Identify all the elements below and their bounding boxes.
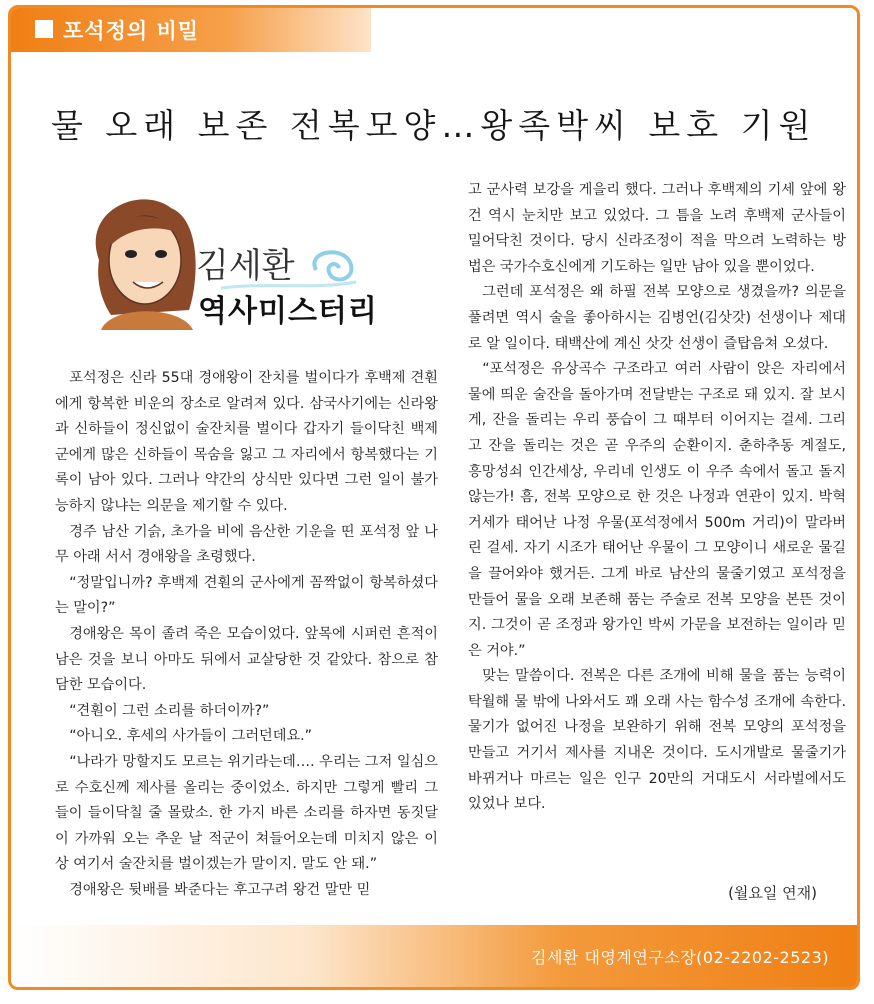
paragraph: 경주 남산 기슭, 초가을 비에 음산한 기운을 띤 포석정 앞 나무 아래 서서 경애왕을 초령했다. [55, 523, 438, 566]
right-eye-icon [155, 250, 167, 258]
footer-bar [11, 925, 857, 987]
article-column-right [468, 178, 846, 818]
series-name: 역사미스터리 [198, 294, 378, 329]
square-bullet-icon [35, 20, 53, 38]
section-title: 포석정의 비밀 [63, 19, 200, 43]
serial-note: (월요일 연재) [728, 884, 817, 902]
article-frame [8, 5, 860, 990]
paragraph: 고 군사력 보강을 게을리 했다. 그러나 후백제의 기세 앞에 왕건 역시 눈치만 보고 있었다. 그 틈을 노려 후백제 군사들이 밀어닥친 것이다. 당시 신라조정이 적을 막으려 노력하는 방법은 국가수호신에게 기도하는 일만 남아 있을 뿐이었다. [468, 182, 846, 275]
paragraph: 맞는 말씀이다. 전복은 다른 조개에 비해 물을 품는 능력이 탁월해 물 밖에 나와서도 꽤 오래 사는 함수성 조개에 속한다. 물기가 없어진 나정을 보완하기 위해 전복 모양의 포석정을 만들고 거기서 제사를 지내온 것이다. 도시개발로 물줄기가 바뀌거나 마르는 일은 인구 20만의 거대도시 서라벌에서도 있었나 보다. [468, 668, 846, 813]
paragraph: 경애왕은 목이 졸려 죽은 모습이었다. 앞목에 시퍼런 흔적이 남은 것을 보니 아마도 뒤에서 교살당한 것 같았다. 참으로 참담한 모습이다. [55, 625, 438, 694]
paragraph: 포석정은 신라 55대 경애왕이 잔치를 벌이다가 후백제 견훤에게 항복한 비운의 장소로 알려져 있다. 삼국사기에는 신라왕과 신하들이 정신없이 술잔치를 벌이다 갑자기 들이닥친 백제군에게 많은 신하들이 목숨을 잃고 그 자리에서 항복했다는 기록이 남아 있다. 그러나 약간의 상식만 있다면 그런 일이 불가능하지 않냐는 의문을 제기할 수 있다. [55, 370, 438, 514]
paragraph: “포석정은 유상곡수 구조라고 여러 사람이 앉은 자리에서 물에 띄운 술잔을 돌아가며 전달받는 구조로 돼 있지. 잘 보시게, 잔을 돌리는 우리 풍습이 그 때부터 이어지는 걸세. 그리고 잔을 돌리는 것은 곧 우주의 순환이지. 춘하추동 계절도, 흥망성쇠 인간세상, 우리네 인생도 이 우주 속에서 돌고 돌지 않는가! 흠, 전복 모양으로 한 것은 나정과 연관이 있지. 박혁거세가 태어난 나정 우물(포석정에서 500m 거리)이 말라버린 걸세. 자기 시조가 태어난 우물이 그 모양이니 새로운 물길을 끌어와야 했거든. 그게 바로 남산의 물줄기였고 포석정을 만들어 물을 오래 보존해 품는 주술로 전복 모양을 본뜬 것이지. 그것이 곧 조정과 왕가인 박씨 가문을 보전하는 일이라 믿은 거야.” [468, 361, 846, 659]
left-eye-icon [125, 250, 137, 258]
headline: 물 오래 보존 전복모양…왕족박씨 보호 기원 [51, 106, 817, 145]
paragraph: “정말입니까? 후백제 견훤의 군사에게 꼼짝없이 항복하셨다는 말이?” [55, 574, 438, 617]
swirl-decoration-icon [314, 252, 351, 279]
author-credit: 김세환 대영계연구소장(02-2202-2523) [531, 948, 829, 967]
paragraph: “나라가 망할지도 모르는 위기라는데…. 우리는 그저 일심으로 수호신께 제사를 올리는 중이었소. 하지만 그렇게 빨리 그들이 들이닥칠 줄 몰랐소. 한 가지 바른 소리를 하자면 동짓달이 가까워 오는 추운 날 적군이 쳐들어오는데 미치지 않은 이상 여기서 술잔치를 벌이겠는가 말이지. 말도 안 돼.” [55, 753, 438, 873]
paragraph: 그런데 포석정은 왜 하필 전복 모양으로 생겼을까? 의문을 풀려면 역시 술을 좋아하시는 김병언(김삿갓) 선생이나 제대로 알 일이다. 태백산에 계신 삿갓 선생이 즐탑음쳐 오셨다. [468, 284, 846, 352]
paragraph: 경애왕은 뒷배를 봐준다는 후고구려 왕건 말만 믿 [69, 881, 371, 898]
author-name: 김세환 [196, 246, 295, 286]
paragraph: “견훤이 그런 소리를 하더이까?” [69, 702, 270, 719]
paragraph: “아니오. 후세의 사가들이 그러던데요.” [69, 728, 313, 745]
article-column-left [55, 366, 438, 903]
section-header [11, 8, 371, 52]
